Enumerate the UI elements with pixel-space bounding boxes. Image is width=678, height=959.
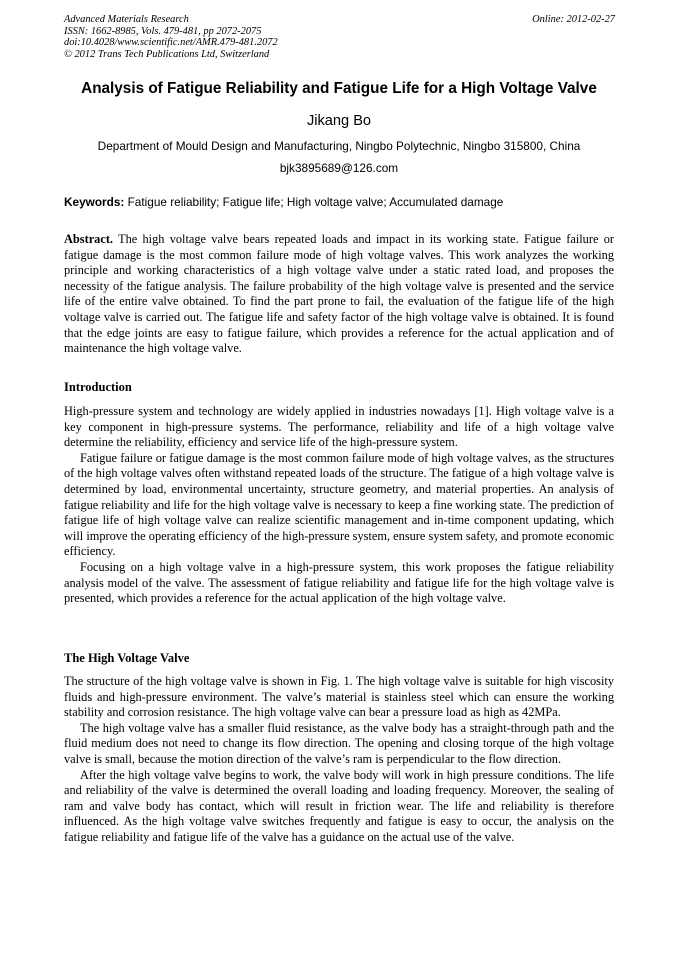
introduction-section: [64, 404, 614, 607]
journal-header: [64, 14, 615, 60]
online-date: Online: 2012-02-27: [532, 14, 615, 25]
high-voltage-valve-section: [64, 674, 614, 846]
abstract-label: Abstract.: [64, 232, 114, 246]
paragraph: Focusing on a high voltage valve in a high-pressure system, this work proposes the fatigue reliability analysis model of the valve. The assessment of fatigue reliability and fatigue life for the high voltage valve is presented, which provides a reference for the actual application of the high voltage valve.: [64, 559, 614, 606]
issn-line: ISSN: 1662-8985, Vols. 479-481, pp 2072-2075: [64, 25, 262, 37]
paragraph: Fatigue failure or fatigue damage is the most common failure mode of high voltage valves, as the structures of the high voltage valves often withstand repeated loads of the structure. The fatigue of a high voltage valve is determined by load, environmental uncertainty, structure geometry, and material properties. An analysis of fatigue reliability and life for the high voltage valve is necessary to keep a fine working state. The prediction of fatigue life of high voltage valve can realize scientific management and in-time component updating, which will improve the operating efficiency of the high-pressure system, ensure system safety, and promote economic efficiency.: [64, 450, 614, 559]
section-heading-introduction: Introduction: [64, 380, 132, 394]
journal-name: Advanced Materials Research: [64, 14, 189, 25]
keywords-text: Fatigue reliability; Fatigue life; High voltage valve; Accumulated damage: [127, 195, 504, 209]
keywords-line: [64, 195, 624, 209]
section-heading-high-voltage-valve: The High Voltage Valve: [64, 651, 190, 665]
abstract-block: [64, 232, 614, 357]
paragraph: The structure of the high voltage valve is shown in Fig. 1. The high voltage valve is suitable for high viscosity fluids and high-pressure environment. The valve’s material is stainless steel which can ensure the working stability and corrosion resistance. The high voltage valve can bear a pressure load as high as 42MPa.: [64, 674, 614, 720]
paragraph: High-pressure system and technology are widely applied in industries nowadays [1]. High voltage valve is a key component in high-pressure systems. The performance, reliability and life of a high voltage valve determine the reliability, efficiency and service life of the high-pressure system.: [64, 404, 614, 450]
paragraph: The high voltage valve has a smaller fluid resistance, as the valve body has a straight-through path and the fluid medium does not need to change its flow direction. The opening and closing torque of the high voltage valve is small, because the motion direction of the valve’s ram is perpendicular to the flow direction.: [64, 720, 614, 766]
author-affiliation: Department of Mould Design and Manufacturing, Ningbo Polytechnic, Ningbo 315800, China: [97, 139, 581, 153]
paper-title: Analysis of Fatigue Reliability and Fatigue Life for a High Voltage Valve: [81, 80, 597, 97]
copyright-line: © 2012 Trans Tech Publications Ltd, Switzerland: [64, 48, 270, 60]
keywords-label: Keywords:: [64, 195, 125, 209]
doi-line[interactable]: doi:10.4028/www.scientific.net/AMR.479-481.2072: [64, 37, 278, 49]
abstract-text: The high voltage valve bears repeated loads and impact in its working state. Fatigue failure or fatigue damage is the most common failure mode of high voltage valves. This work analyzes the working principle and working characteristics of a high voltage valve under a static rated load, and proposes the necessity of the fatigue analysis. The failure probability of the high voltage valve is presented and the service life of the entire valve obtained. To find the part prone to fail, the evaluation of the fatigue life of the high voltage valve is carried out. The fatigue life and safety factor of the high voltage valve is obtained. It is found that the edge joints are easy to fatigue failure, which provides a reference for the actual application and of maintenance the high voltage valve.: [64, 232, 614, 356]
author-email[interactable]: bjk3895689@126.com: [279, 161, 399, 175]
paragraph: After the high voltage valve begins to work, the valve body will work in high pressure conditions. The life and reliability of the valve is determined the overall loading and loading frequency. Moreover, the sealing of ram and valve body has contact, which will result in friction wear. The life and reliability is therefore influenced. As the high voltage valve switches frequently and fatigue is easy to occur, the analysis on the fatigue reliability and fatigue life of the valve has a guidance on the actual use of the valve.: [64, 767, 614, 844]
author-name: Jikang Bo: [306, 113, 372, 129]
